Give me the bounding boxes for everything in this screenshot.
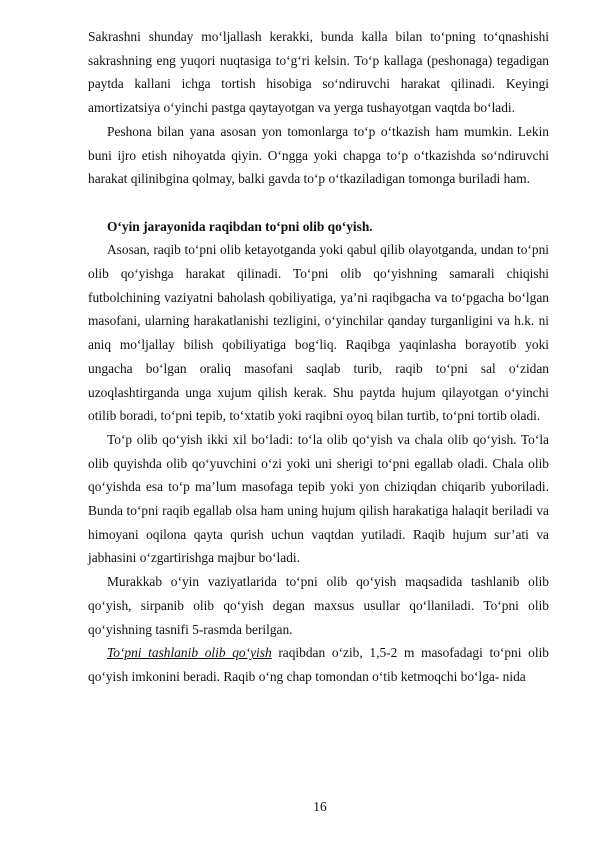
paragraph-6 <box>88 641 549 688</box>
section-heading: O‘yin jarayonida raqibdan to‘pni olib qo‘yish. <box>107 218 373 234</box>
text-body <box>88 25 549 689</box>
paragraph-1: Sakrashni shunday mo‘ljallash kerakki, bunda kalla bilan to‘pning to‘qnashishi sakrashning eng yuqori nuqtasiga to‘g‘ri kelsin. To‘p kallaga (peshonaga) tegadigan paytda kallani ichga tortish hisobiga so‘ndiruvchi harakat qilinadi. Keyingi amortizatsiya o‘yinchi pastga qaytayotgan va yerga tushayotgan vaqtda bo‘ladi. <box>88 29 549 116</box>
blank-line <box>88 191 549 215</box>
paragraph-6-text: raqibdan o‘zib, 1,5-2 m masofadagi to‘pni olib qo‘yish imkonini beradi. Raqib o‘ng chap tomondan o‘tib ketmoqchi bo‘lga- nida <box>88 645 549 684</box>
paragraph-5: Murakkab o‘yin vaziyatlarida to‘pni olib qo‘yish maqsadida tashlanib olib qo‘yish, sirpanib olib qo‘yish degan maxsus usullar qo‘llaniladi. To‘pni olib qo‘yishning tasnifi 5-rasmda berilgan. <box>88 574 549 637</box>
paragraph-2: Peshona bilan yana asosan yon tomonlarga to‘p o‘tkazish ham mumkin. Lekin buni ijro etish nihoyatda qiyin. O‘ngga yoki chapga to‘p o‘tkazishda so‘ndiruvchi harakat qilinibgina qolmay, balki gavda to‘p o‘tkaziladigan tomonga buriladi ham. <box>88 123 549 187</box>
page-number: 16 <box>313 799 327 814</box>
underlined-term: To‘pni tashlanib olib qo‘yish <box>107 645 272 661</box>
paragraph-4: To‘p olib qo‘yish ikki xil bo‘ladi: to‘la olib qo‘yish va chala olib qo‘yish. To‘la olib quyishda olib qo‘yuvchini o‘zi yoki uni sherigi to‘pni egallab oladi. Chala olib qo‘yishda esa to‘p ma’lum masofaga tepib yoki yon chiziqdan chiqarib yuboriladi. Bunda to‘pni raqib egallab olsa ham uning hujum qilish harakatiga halaqit beriladi va himoyani oqilona qayta qurish uchun vaqtdan yutiladi. Raqib hujum sur’ati va jabhasini o‘zgartirishga majbur bo‘ladi. <box>88 431 549 566</box>
paragraph-3: Asosan, raqib to‘pni olib ketayotganda yoki qabul qilib olayotganda, undan to‘pni olib qo‘yishga harakat qilinadi. To‘pni olib qo‘yishning samarali chiqishi futbolchining vaziyatni baholash qobiliyatiga, ya’ni raqibgacha va to‘pgacha bo‘lgan masofani, ularning harakatlanishi tezligini, o‘yinchilar qanday turganligini va h.k. ni aniq mo‘ljallay bilish qobiliyatiga bog‘liq. Raqibga yaqinlasha borayotib yoki ungacha bo‘lgan oraliq masofani saqlab turib, raqib to‘pni sal o‘zidan uzoqlashtirganda unga xujum qilish kerak. Shu paytda hujum qilayotgan o‘yinchi otilib boradi, to‘pni tepib, to‘xtatib yoki raqibni oyoq bilan turtib, to‘pni tortib oladi. <box>88 242 549 424</box>
